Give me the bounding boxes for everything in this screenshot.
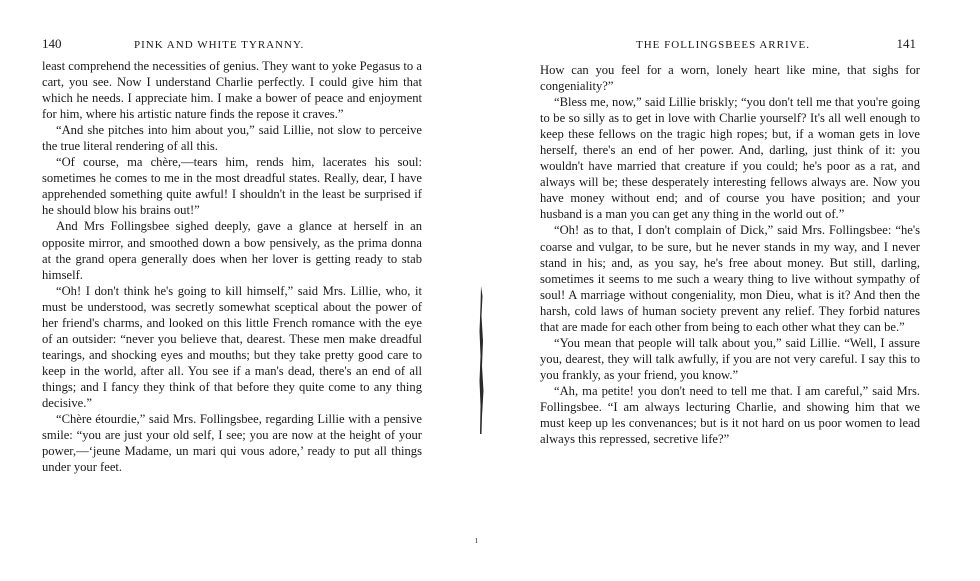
right-paragraph: How can you feel for a worn, lonely heart like mine, that sighs for congeniality?” — [540, 63, 920, 94]
left-paragraph: “Chère étourdie,” said Mrs. Follingsbee, regarding Lillie with a pensive smile: “you are just your old self, I see; you are now at the height of your power,—‘jeune Madame, un mari qui vous adore,’ ready to put all things under your feet. — [42, 412, 422, 475]
right-page-number: 141 — [896, 36, 916, 51]
left-paragraph: “Oh! I don't think he's going to kill himself,” said Mrs. Lillie, who, it must be understood, was secretly somewhat sceptical about the power of her friend's charms, and looked on this little French romance with the eye of an outsider: “never you believe that, dearest. These men make dreadful tearings, and shocking eyes and mouths; but they take pretty good care to keep in the world, after all. You see if a man's dead, there's an end of all things; and I fancy they think of that before they quite come to any thing decisive.” — [42, 283, 422, 410]
left-running-head — [40, 36, 416, 56]
right-paragraph: “Oh! as to that, I don't complain of Dick,” said Mrs. Follingsbee: “he's coarse and vulgar, to be sure, but he never stands in my way, and I never stand in his; and, as you say, he's free about money. But still, darling, sometimes it seems to me such a weary thing to live without sympathy of soul! A marriage without congeniality, mon Dieu, what is it? And then the harsh, cold laws of human society prevent any relief. They forbid natures that are made for each other from being to each other what they can be.” — [540, 223, 920, 334]
gutter-tick: ı — [475, 535, 478, 546]
left-page-body — [42, 58, 422, 475]
left-paragraph: least comprehend the necessities of genius. They want to yoke Pegasus to a cart, you see. Now I understand Charlie perfectly. I could give him that which he needs. I appreciate him. I make a bower of peace and enjoyment for him, where his artistic nature finds the repose it craves.” — [42, 59, 422, 122]
left-page — [40, 0, 422, 581]
left-page-number: 140 — [42, 36, 62, 51]
left-paragraph: “And she pitches into him about you,” said Lillie, not slow to perceive the true literal rendering of all this. — [42, 123, 422, 154]
gutter-shadow — [478, 286, 485, 434]
right-page — [540, 0, 920, 581]
right-paragraph: “Bless me, now,” said Lillie briskly; “you don't tell me that you're going to be so silly as to get in love with Charlie yourself? It's all well enough to keep these fellows on the tragic high ropes; but, if a woman gets in love herself, there's an end of her power. And, darling, just think of it: you wouldn't have married that creature if you could; he's poor as a rat, and always will be; these desperately interesting fellows always are. Now you have money without end; and of course you have position; and your husband is a man you can get any thing in the world out of.” — [540, 95, 920, 222]
right-paragraph: “Ah, ma petite! you don't need to tell me that. I am careful,” said Mrs. Follingsbee. “I am always lecturing Charlie, and showing him that we must keep up les convenances; but is it not hard on us poor women to lead always this repressed, secretive life?” — [540, 383, 920, 447]
left-paragraph: And Mrs Follingsbee sighed deeply, gave a glance at herself in an opposite mirror, and smoothed down a bow pensively, as the prima donna at the grand opera generally does when her lover is getting ready to stab himself. — [42, 219, 422, 282]
left-running-title: PINK AND WHITE TYRANNY. — [134, 39, 305, 51]
right-running-head — [540, 36, 916, 56]
left-paragraph: “Of course, ma chère,—tears him, rends him, lacerates his soul: sometimes he comes to me in the most dreadful states. Really, dear, I have apprehended something quite awful! I shouldn't in the least be surprised if he should blow his brains out!” — [42, 155, 422, 218]
right-running-title: THE FOLLINGSBEES ARRIVE. — [636, 39, 811, 51]
right-page-body — [540, 62, 920, 447]
right-paragraph: “You mean that people will talk about you,” said Lillie. “Well, I assure you, dearest, they will talk awfully, if you are not very careful. I say this to you frankly, as your friend, you know.” — [540, 335, 920, 382]
